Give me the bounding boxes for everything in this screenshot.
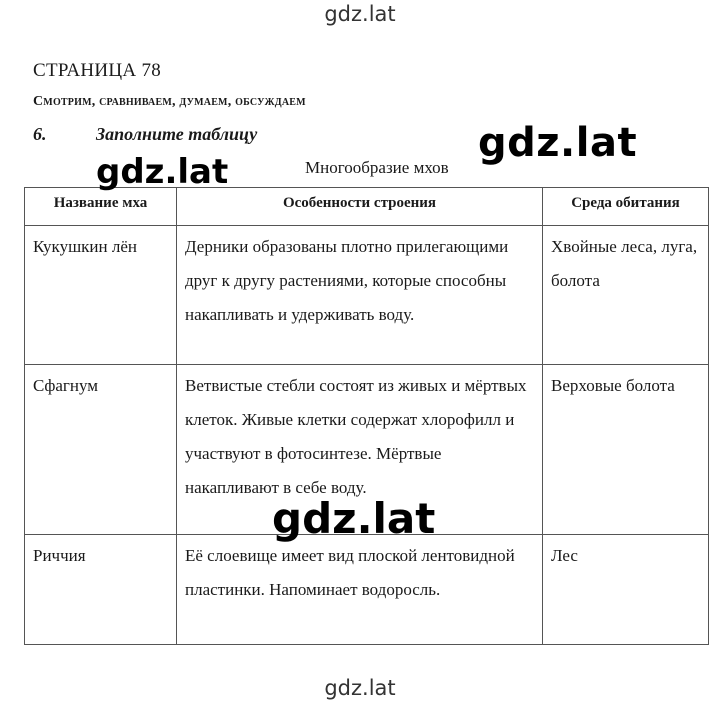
header-moss-name: Название мха [25,188,177,226]
table-row [25,226,709,365]
cell-habitat: Лес [543,535,709,645]
cell-habitat: Хвойные леса, луга, болота [543,226,709,365]
table-row [25,535,709,645]
watermark-left: gdz.lat [96,152,229,192]
page-heading: СТРАНИЦА 78 [33,60,162,81]
cell-moss-name: Риччия [25,535,177,645]
watermark-top: gdz.lat [324,2,396,26]
cell-structure: Дерники образованы плотно прилегающими друг к другу растениями, которые способны накапливать и удерживать воду. [177,226,543,365]
task-number: 6. [33,124,47,144]
header-structure: Особенности строения [177,188,543,226]
watermark-bottom: gdz.lat [324,676,396,700]
moss-table [24,187,709,645]
cell-moss-name: Кукушкин лён [25,226,177,365]
table-header-row [25,188,709,226]
cell-structure: Её слоевище имеет вид плоской лентовидной пластинки. Напоминает водоросль. [177,535,543,645]
table-caption: Многообразие мхов [305,158,449,177]
cell-structure: Ветвистые стебли состоят из живых и мёртвых клеток. Живые клетки содержат хлорофилл и участвуют в фотосинтезе. Мёртвые накапливают в себе воду. [177,365,543,535]
header-habitat: Среда обитания [543,188,709,226]
watermark-center: gdz.lat [272,494,436,543]
cell-moss-name: Сфагнум [25,365,177,535]
task-text: Заполните таблицу [96,124,258,144]
cell-habitat: Верховые болота [543,365,709,535]
watermark-right: gdz.lat [478,120,638,166]
section-heading: Смотрим, сравниваем, думаем, обсуждаем [33,94,306,109]
